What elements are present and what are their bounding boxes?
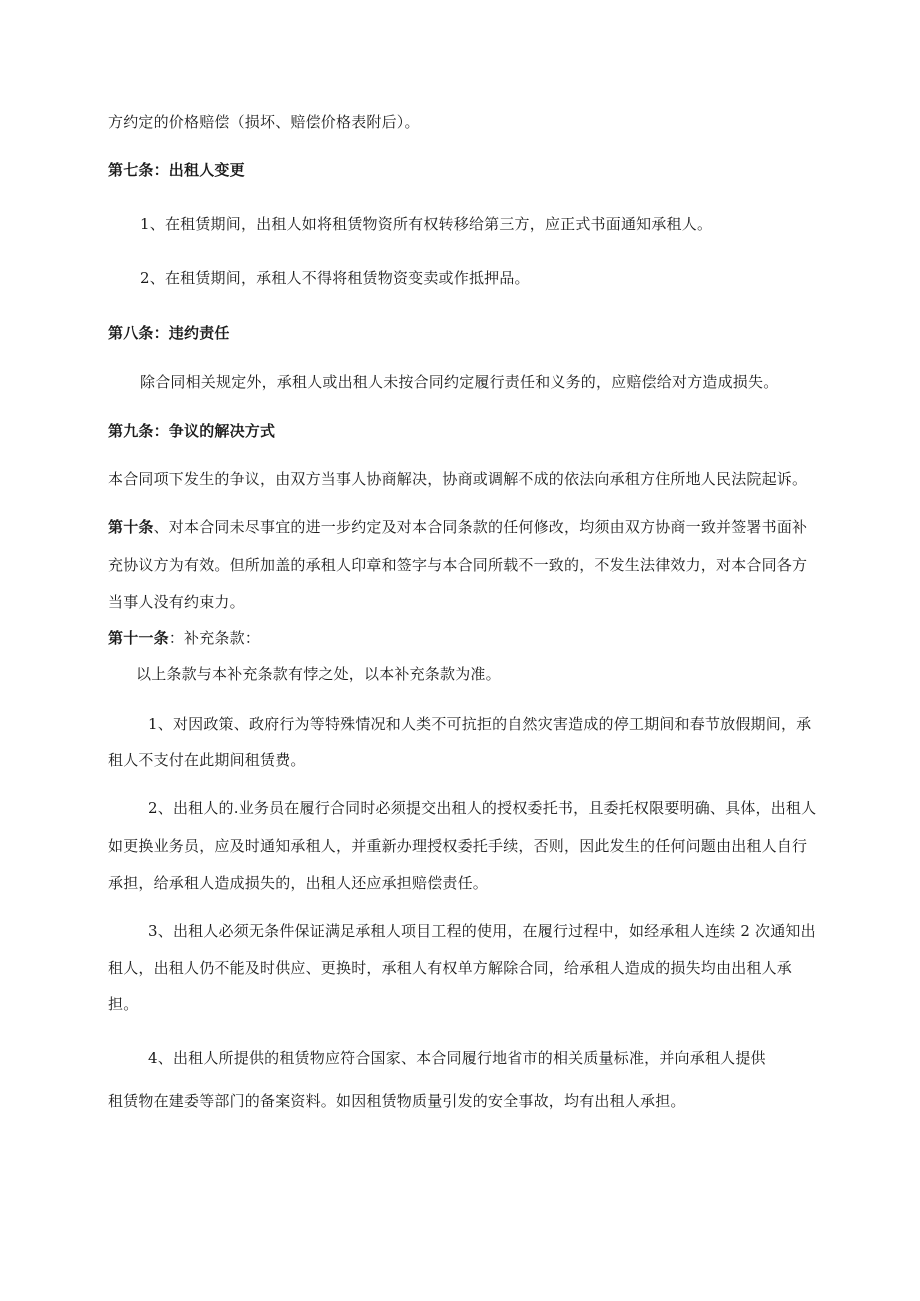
article11-item2-line2: 如更换业务员，应及时通知承租人，并重新办理授权委托手续，否则，因此发生的任何问题由出租人自行	[108, 837, 808, 855]
article11-intro: 以上条款与本补充条款有悖之处，以本补充条款为准。	[136, 665, 501, 683]
article7-item2: 2、在租赁期间，承租人不得将租赁物资变卖或作抵押品。	[140, 269, 530, 287]
article11-heading-line	[108, 628, 260, 648]
article9-body: 本合同项下发生的争议，由双方当事人协商解决，协商或调解不成的依法向承租方住所地人民法院起诉。	[108, 470, 808, 488]
article11-item4-line2: 租赁物在建委等部门的备案资料。如因租赁物质量引发的安全事故，均有出租人承担。	[108, 1092, 686, 1110]
article11-item3-line2: 租人，出租人仍不能及时供应、更换时，承租人有权单方解除合同，给承租人造成的损失均由出租人承	[108, 959, 793, 977]
article9-heading: 第九条：争议的解决方式	[108, 422, 276, 440]
article10-heading: 第十条	[108, 518, 154, 536]
article7-item1: 1、在租赁期间，出租人如将租赁物资所有权转移给第三方，应正式书面通知承租人。	[140, 215, 713, 233]
article11-item2-line1: 2、出租人的.业务员在履行合同时必须提交出租人的授权委托书，且委托权限要明确、具体，出租人	[148, 799, 817, 817]
article7-heading: 第七条：出租人变更	[108, 161, 245, 179]
article11-item1-line2: 租人不支付在此期间租赁费。	[108, 751, 306, 769]
article10-line3: 当事人没有约束力。	[108, 593, 245, 611]
article11-heading: 第十一条	[108, 629, 169, 647]
continuation-text: 方约定的价格赔偿（损坏、赔偿价格表附后）。	[108, 113, 420, 131]
article8-heading: 第八条：违约责任	[108, 324, 230, 342]
article10-line2: 充协议方为有效。但所加盖的承租人印章和签字与本合同所载不一致的，不发生法律效力，对本合同各方	[108, 556, 808, 574]
article11-item1-line1: 1、对因政策、政府行为等特殊情况和人类不可抗拒的自然灾害造成的停工期间和春节放假期间，承	[148, 715, 812, 733]
article10-line1-text: 、对本合同未尽事宜的进一步约定及对本合同条款的任何修改，均须由双方协商一致并签署书面补	[153, 518, 808, 536]
article11-item2-line3: 承担，给承租人造成损失的，出租人还应承担赔偿责任。	[108, 874, 489, 892]
article11-item3-line3: 担。	[108, 995, 139, 1013]
article10-line1	[108, 517, 807, 537]
article11-item3-line1: 3、出租人必须无条件保证满足承租人项目工程的使用，在履行过程中，如经承租人连续 2 次通知出	[148, 922, 816, 940]
article8-body: 除合同相关规定外，承租人或出租人未按合同约定履行责任和义务的，应赔偿给对方造成损失。	[140, 373, 779, 391]
article11-heading-suffix: ：补充条款：	[168, 629, 261, 647]
article11-item4-line1: 4、出租人所提供的租赁物应符合国家、本合同履行地省市的相关质量标准，并向承租人提供	[148, 1049, 766, 1067]
